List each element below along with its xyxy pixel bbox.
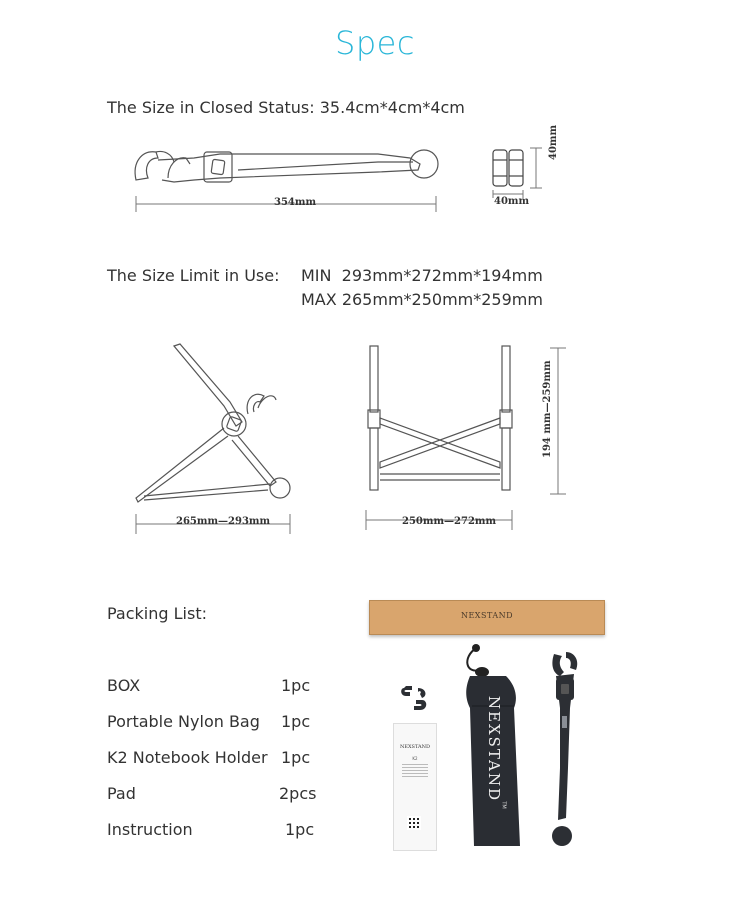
packing-item-qty: 2pcs — [279, 784, 317, 803]
product-box — [369, 600, 605, 635]
open-width-dim: 250mm—272mm — [402, 516, 497, 527]
packing-item-name: BOX — [107, 676, 141, 695]
pad-icon — [398, 684, 432, 714]
packing-item-qty: 1pc — [285, 820, 315, 839]
folded-holder — [540, 648, 590, 854]
packing-item-qty: 1pc — [281, 676, 311, 695]
packing-item-name: Instruction — [107, 820, 193, 839]
card-model: K2 — [412, 756, 418, 761]
instruction-card — [393, 723, 437, 851]
open-height-dim: 194 mm—259mm — [542, 360, 553, 458]
closed-length-dim: 354mm — [274, 197, 317, 208]
closed-holder-diagram — [128, 140, 448, 220]
open-depth-dim: 265mm—293mm — [176, 516, 271, 527]
card-brand: NEXSTAND — [399, 744, 431, 750]
packing-list-label: Packing List: — [107, 604, 207, 623]
open-front-diagram — [360, 344, 520, 540]
size-limit-max-line — [301, 290, 543, 309]
min-label: MIN — [301, 266, 332, 285]
min-value: 293mm*272mm*194mm — [341, 266, 543, 285]
max-value: 265mm*250mm*259mm — [341, 290, 543, 309]
size-limit-label: The Size Limit in Use: — [107, 266, 280, 285]
closed-height-dim: 40mm — [548, 124, 559, 160]
page-title: Spec — [335, 24, 415, 62]
packing-item-name: Pad — [107, 784, 136, 803]
bag-brand: NEXSTAND — [485, 695, 503, 803]
packing-item-qty: 1pc — [281, 748, 311, 767]
open-side-diagram — [130, 340, 300, 540]
bag-trademark: TM — [500, 801, 507, 809]
packing-item-name: Portable Nylon Bag — [107, 712, 260, 731]
size-limit-min-line — [301, 266, 543, 285]
packing-item-name: K2 Notebook Holder — [107, 748, 268, 767]
closed-status-value: 35.4cm*4cm*4cm — [319, 98, 465, 117]
closed-status-line — [107, 98, 465, 117]
closed-status-label: The Size in Closed Status: — [107, 98, 315, 117]
box-brand: NEXSTAND — [460, 611, 514, 620]
card-text-lines — [402, 764, 428, 778]
max-label: MAX — [301, 290, 337, 309]
closed-width-dim: 40mm — [494, 196, 530, 207]
qr-code-icon — [407, 816, 421, 830]
packing-item-qty: 1pc — [281, 712, 311, 731]
